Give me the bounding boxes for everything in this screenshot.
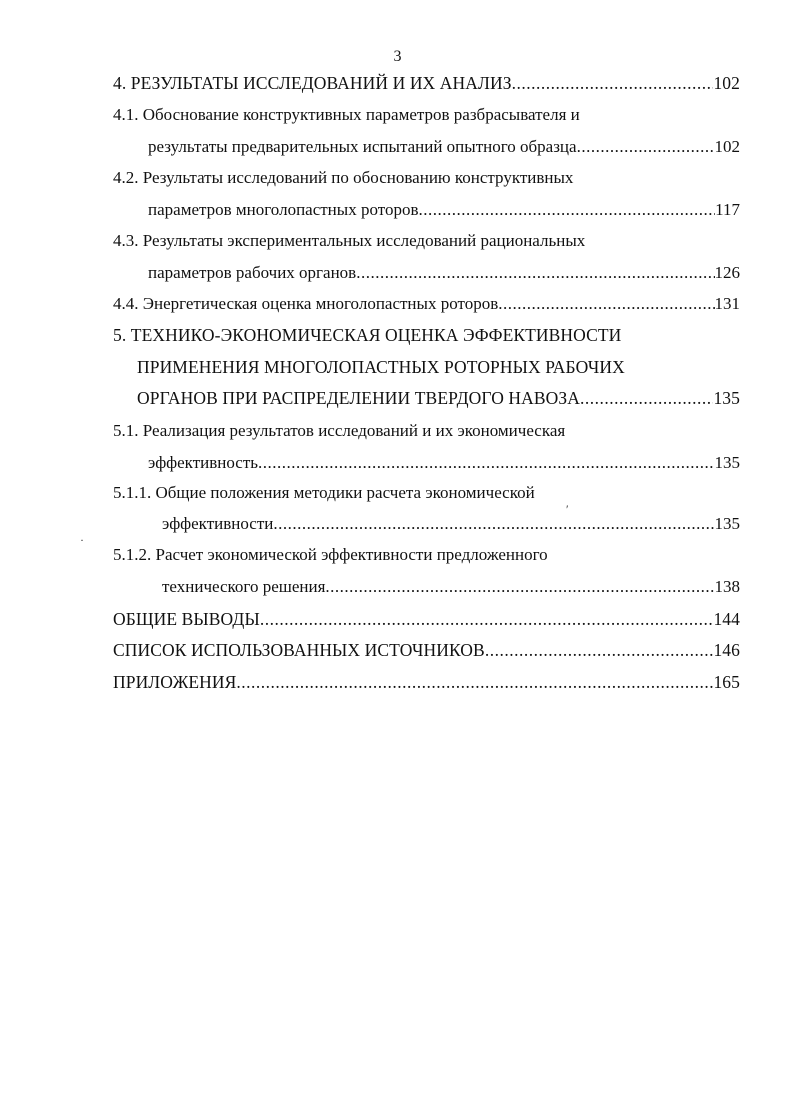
toc-entry-title: ОБЩИЕ ВЫВОДЫ [113,609,260,629]
toc-entry-page: 102 [714,137,740,156]
toc-entry-page: 102 [713,73,740,93]
toc-entry-title: СПИСОК ИСПОЛЬЗОВАННЫХ ИСТОЧНИКОВ [113,640,485,660]
dot-leader [356,261,714,285]
toc-entry[interactable] [113,670,740,694]
toc-entry-continuation[interactable] [148,135,740,159]
toc-entry-title: 4.1. Обоснование конструктивных параметров разбрасывателя и [113,105,580,124]
toc-entry-continuation[interactable] [137,355,740,379]
toc-entry-continuation[interactable] [162,512,740,536]
toc-entry-title: 5.1.2. Расчет экономической эффективности предложенного [113,545,548,564]
toc-entry[interactable] [113,71,740,95]
toc-entry-page: 131 [714,294,740,313]
toc-entry-title: 4.2. Результаты исследований по обоснованию конструктивных [113,168,574,187]
dot-leader [580,386,713,410]
toc-entry[interactable] [113,103,740,127]
toc-entry-page: 135 [714,514,740,533]
toc-entry-continuation[interactable] [148,261,740,285]
toc-entry-title: 4.4. Энергетическая оценка многолопастных роторов [113,294,499,313]
toc-entry-title: 4. РЕЗУЛЬТАТЫ ИССЛЕДОВАНИЙ И ИХ АНАЛИЗ [113,73,512,93]
toc-entry[interactable] [113,229,740,253]
toc-entry-continuation[interactable] [148,451,740,475]
dot-leader [512,71,714,95]
dot-leader [260,607,714,631]
toc-entry-page: 135 [713,388,740,408]
toc-entry-title: эффективности [162,514,274,533]
dot-leader [273,512,714,536]
toc-entry[interactable] [113,607,740,631]
toc-entry-title: технического решения [162,577,326,596]
toc-entry-title: результаты предварительных испытаний опытного образца [148,137,577,156]
toc-entry-title: ПРИЛОЖЕНИЯ [113,672,237,692]
scan-speck: ′ [566,502,569,516]
toc-entry-page: 138 [714,577,740,596]
toc-entry-page: 144 [713,609,740,629]
toc-entry[interactable] [113,166,740,190]
toc-entry-title: 5.1. Реализация результатов исследований и их экономическая [113,421,566,440]
toc-entry-page: 165 [713,672,740,692]
dot-leader [325,575,714,599]
dot-leader [258,451,714,475]
toc-entry[interactable] [113,543,740,567]
dot-leader [577,135,715,159]
toc-entry[interactable] [113,638,740,662]
dot-leader [485,638,714,662]
toc-entry[interactable] [113,292,740,316]
toc-entry[interactable] [113,481,740,505]
toc-entry-title: параметров многолопастных роторов [148,200,419,219]
toc-entry-continuation[interactable] [162,575,740,599]
dot-leader [418,198,715,222]
toc-entry-page: 117 [715,200,740,219]
toc-entry-title: 5. ТЕХНИКО-ЭКОНОМИЧЕСКАЯ ОЦЕНКА ЭФФЕКТИВНОСТИ [113,325,622,345]
toc-entry-title: параметров рабочих органов [148,263,357,282]
toc-entry-page: 135 [714,453,740,472]
toc-entry-title: 4.3. Результаты экспериментальных исследований рациональных [113,231,586,250]
toc-entry[interactable] [113,323,740,347]
toc-entry[interactable] [113,419,740,443]
dot-leader [498,292,714,316]
toc-entry-title: ПРИМЕНЕНИЯ МНОГОЛОПАСТНЫХ РОТОРНЫХ РАБОЧИХ [137,357,625,377]
page-number: 3 [393,48,402,65]
toc-entry-page: 126 [714,263,740,282]
toc-entry-continuation[interactable] [137,386,740,410]
scan-speck: · [80,533,84,547]
toc-entry-title: ОРГАНОВ ПРИ РАСПРЕДЕЛЕНИИ ТВЕРДОГО НАВОЗА [137,388,580,408]
toc-entry-title: 5.1.1. Общие положения методики расчета экономической [113,483,535,502]
toc-entry-title: эффективность [148,453,259,472]
toc-entry-continuation[interactable] [148,198,740,222]
dot-leader [236,670,713,694]
toc-entry-page: 146 [713,640,740,660]
